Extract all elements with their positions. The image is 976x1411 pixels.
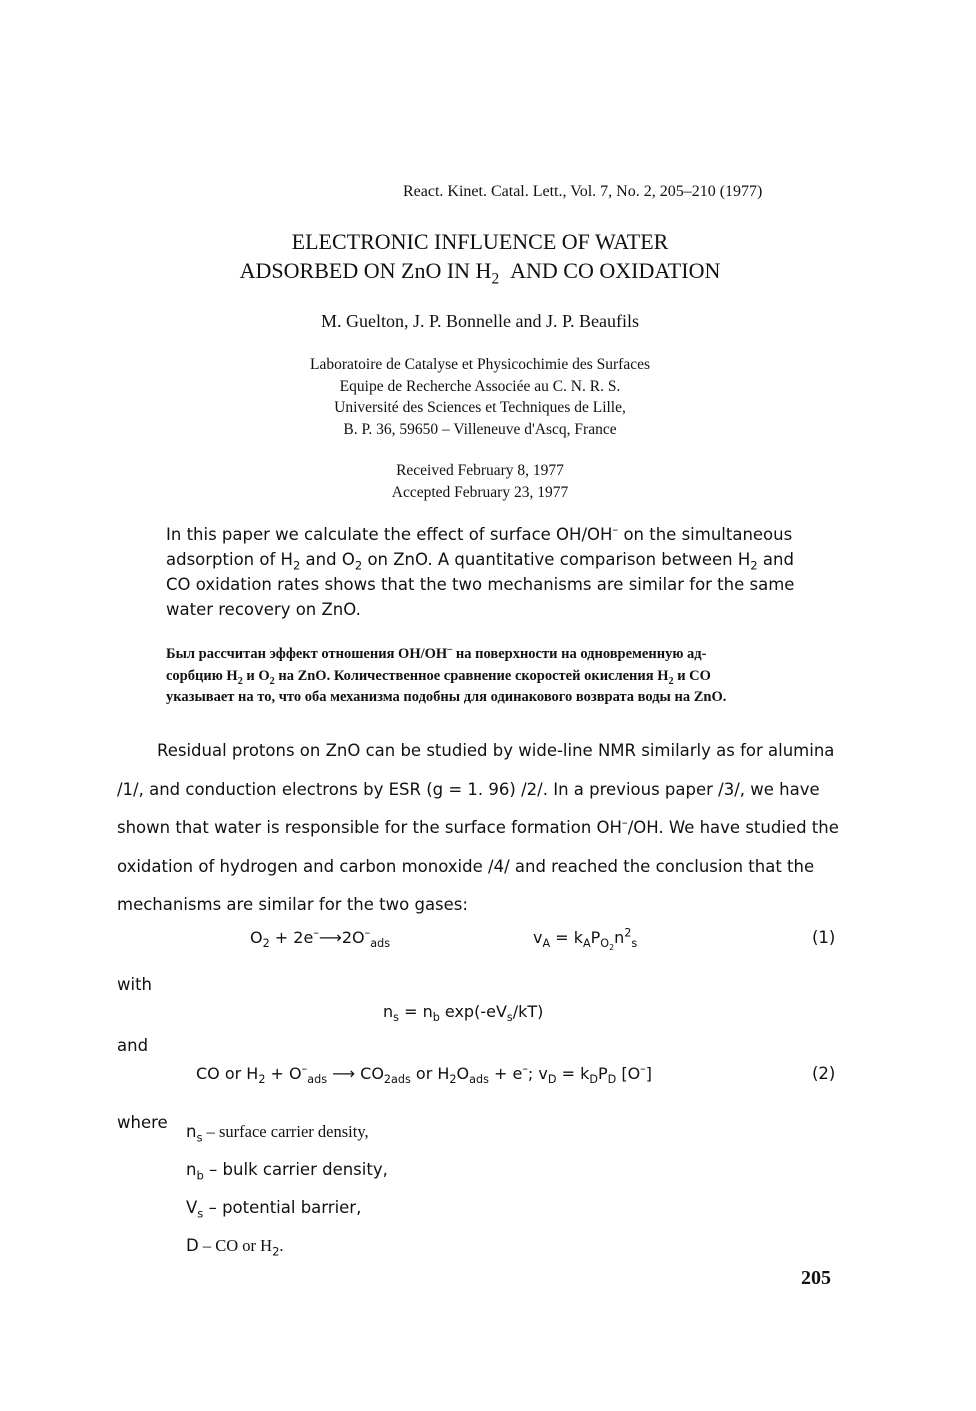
definition-item: $n_s$ – surface carrier density,	[186, 1122, 369, 1145]
equation-1-left: $O_2$ + $2e^-⟶2O^-_{ads}$	[250, 926, 391, 951]
abstract-line: water recovery on ZnO.	[166, 600, 361, 619]
equation-2: CO or $H_2 + O^-_{ads}$ ⟶ $CO_{2ads}$ or $H_2O_{ads} + e^-$; $v_D = k_DP_D$ [O–]	[196, 1062, 653, 1087]
abstract-line: указывает на то, что оба механизма подобны для одинакового возврата воды на ZnO.	[166, 689, 727, 705]
affiliation-line: Laboratoire de Catalyse et Physicochimie des Surfaces	[309, 356, 651, 373]
body-line: mechanisms are similar for the two gases:	[117, 895, 468, 914]
equation-1-right: $v_A = k_AP_{O_2}n^2_s$	[533, 926, 638, 953]
abstract-line: adsorption of $H_2$ and $O_2$ on ZnO. A quantitative comparison between $H_2$ and	[166, 550, 794, 573]
where-label: where	[117, 1113, 168, 1132]
body-line: shown that water is responsible for the surface formation OH–/OH. We have studied the	[117, 815, 839, 837]
carrier-density-equation: $n_s = n_b$ $\exp(-eV_s/kT)$	[383, 1002, 544, 1025]
paper-title-line-1: ELECTRONIC INFLUENCE OF WATER	[291, 229, 669, 254]
authors: M. Guelton, J. P. Bonnelle and J. P. Beaufils	[321, 311, 639, 331]
abstract-line: CO oxidation rates shows that the two mechanisms are similar for the same	[166, 575, 795, 594]
abstract-line: Был рассчитан эффект отношения OH/OH– на поверхности на одновременную ад-	[166, 644, 707, 662]
definition-item: $V_s$ – potential barrier,	[186, 1198, 362, 1221]
body-line: Residual protons on ZnO can be studied by wide-line NMR similarly as for alumina	[157, 741, 835, 760]
definition-item: D – CO or $H_2$.	[186, 1236, 284, 1259]
affiliation-line: Université des Sciences et Techniques de Lille,	[334, 399, 626, 416]
equation-2-number: (2)	[812, 1064, 836, 1083]
equation-1-number: (1)	[812, 928, 836, 947]
with-label: with	[117, 975, 153, 994]
paper-title-line-2: ADSORBED ON ZnO IN $H_2$ AND CO OXIDATION	[239, 258, 721, 288]
definition-item: $n_b$ – bulk carrier density,	[186, 1160, 388, 1183]
abstract-line: сорбцию $H_2$ и $O_2$ на ZnO. Количественное сравнение скоростей окисления $H_2$ и CO	[166, 667, 711, 687]
journal-citation: React. Kinet. Catal. Lett., Vol. 7, No. 2, 205–210 (1977)	[403, 183, 763, 200]
affiliation-line: B. P. 36, 59650 – Villeneuve d'Ascq, France	[343, 420, 617, 438]
received-date: Received February 8, 1977	[396, 462, 564, 479]
symbol-definitions	[186, 1113, 388, 1265]
body-text	[117, 732, 839, 925]
accepted-date: Accepted February 23, 1977	[391, 484, 569, 501]
abstract-english	[166, 522, 794, 622]
body-line: /1/, and conduction electrons by ESR (g = 1. 96) /2/. In a previous paper /3/, we have	[117, 779, 820, 799]
affiliation-line: Equipe de Recherche Associée au C. N. R. S.	[339, 377, 621, 395]
page-number: 205	[801, 1267, 831, 1289]
abstract-russian	[166, 644, 726, 709]
body-line: oxidation of hydrogen and carbon monoxide /4/ and reached the conclusion that the	[117, 856, 815, 876]
affiliation	[180, 354, 780, 440]
abstract-line: In this paper we calculate the effect of surface OH/OH– on the simultaneous	[166, 522, 793, 544]
and-label: and	[117, 1036, 149, 1055]
